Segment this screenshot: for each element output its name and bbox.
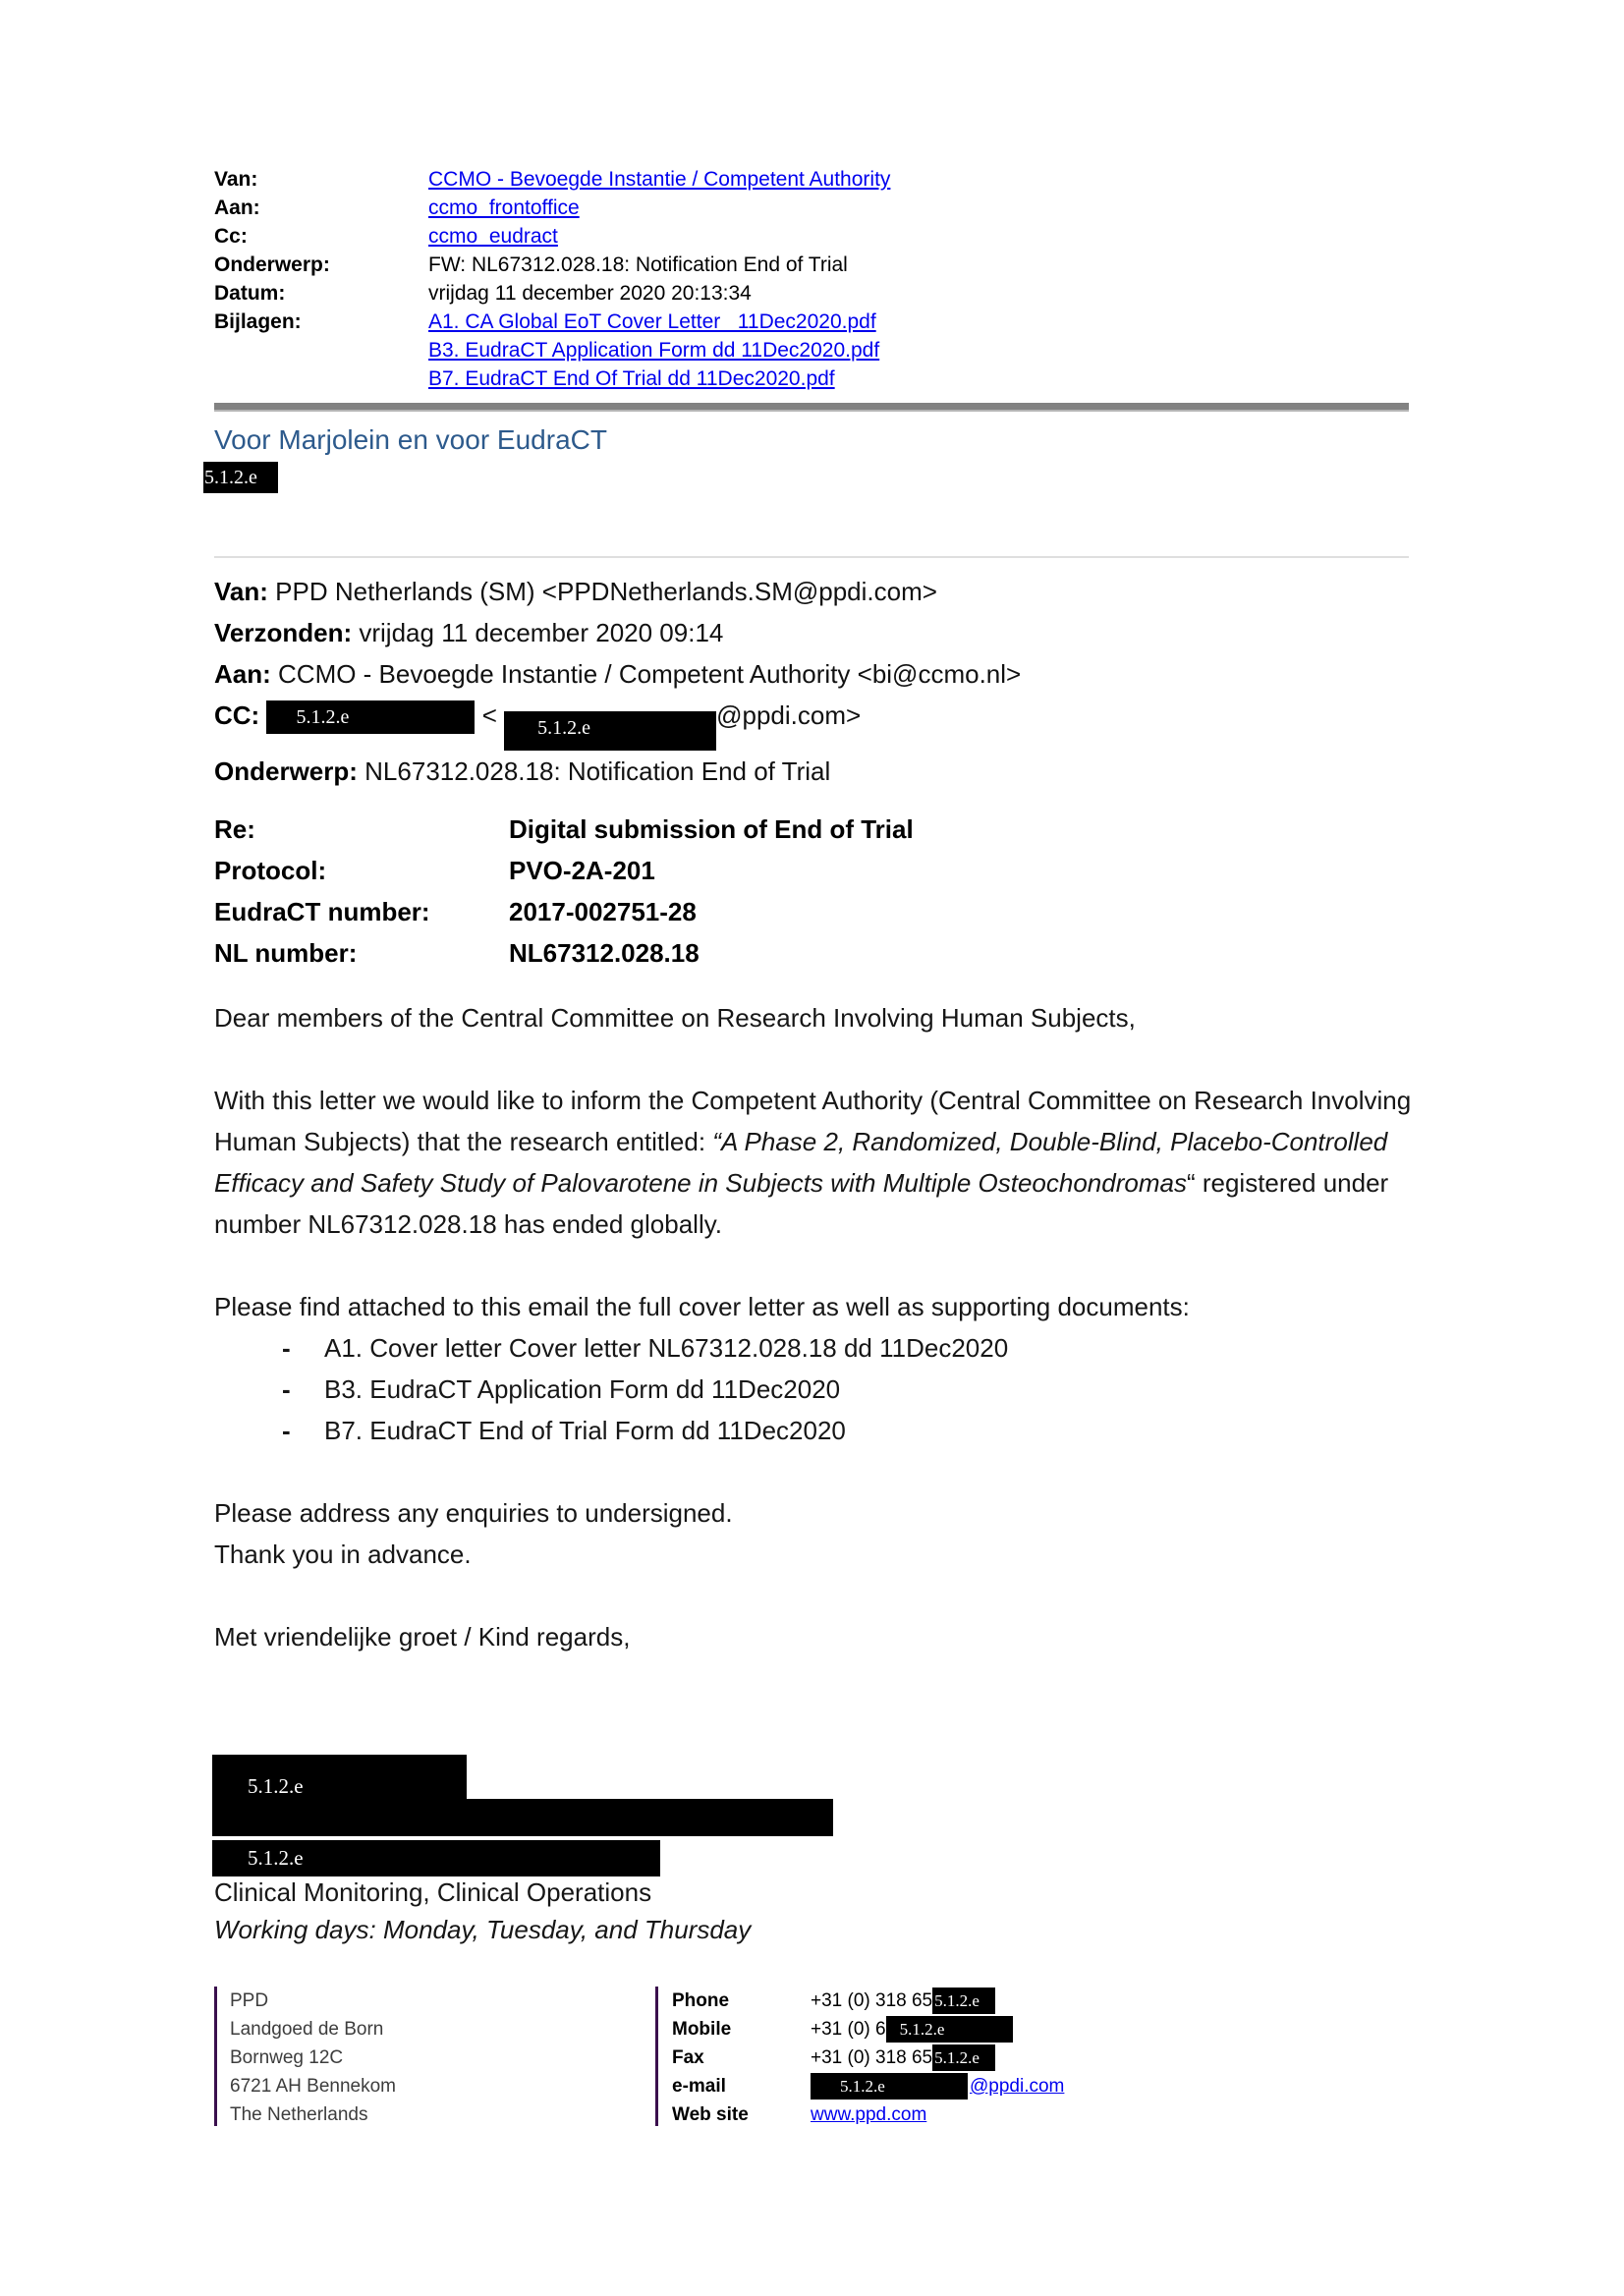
study-title-italic: “A Phase 2, Randomized, Double-Blind, Placebo-Controlled Efficacy and Safety Study of Palovarotene in Subjects with Multiple Osteochondromas bbox=[214, 1127, 1388, 1198]
company-address-block bbox=[214, 1987, 396, 2126]
van-label: Van: bbox=[214, 168, 258, 191]
phone-number: +31 (0) 318 65 bbox=[811, 1990, 933, 2011]
list-item-3 bbox=[214, 1410, 1419, 1451]
internal-note bbox=[204, 423, 607, 493]
fwd-cc-suffix: @ppdi.com> bbox=[716, 700, 862, 730]
header-divider-bar bbox=[214, 403, 1409, 412]
header-row-datum bbox=[214, 279, 1409, 308]
address-line: Landgoed de Born bbox=[230, 2019, 384, 2040]
contact-block bbox=[655, 1987, 1064, 2126]
cc-angle-bracket: < bbox=[481, 700, 497, 730]
header-row-aan bbox=[214, 194, 1409, 222]
dash-bullet: - bbox=[282, 1333, 291, 1363]
redaction-box-cc-name: 5.1.2.e bbox=[266, 700, 475, 734]
company-name: PPD bbox=[230, 1990, 269, 2011]
redaction-label: 5.1.2.e bbox=[248, 1846, 304, 1870]
ppd-website-link[interactable]: www.ppd.com bbox=[811, 2104, 927, 2125]
main-paragraph bbox=[214, 1080, 1419, 1245]
dash-bullet: - bbox=[282, 1416, 291, 1445]
subject-text: FW: NL67312.028.18: Notification End of Trial bbox=[428, 253, 848, 276]
protocol-label: Protocol: bbox=[214, 856, 327, 885]
onderwerp-label: Onderwerp: bbox=[214, 253, 330, 276]
website-label: Web site bbox=[672, 2104, 749, 2125]
fwd-van-label: Van: bbox=[214, 577, 268, 606]
redaction-box-email: 5.1.2.e bbox=[811, 2073, 968, 2100]
fwd-onderwerp-label: Onderwerp: bbox=[214, 756, 358, 786]
attachments-intro: Please find attached to this email the full cover letter as well as supporting documents: bbox=[214, 1292, 1190, 1321]
paragraph-end: “ registered under number NL67312.028.18 has ended globally. bbox=[214, 1168, 1389, 1239]
fwd-cc-label: CC: bbox=[214, 700, 260, 730]
list-item-3-text: B7. EudraCT End of Trial Form dd 11Dec2020 bbox=[324, 1416, 846, 1445]
fax-number: +31 (0) 318 65 bbox=[811, 2047, 933, 2068]
fax-label: Fax bbox=[672, 2047, 704, 2068]
fwd-van-value: PPD Netherlands (SM) <PPDNetherlands.SM@ppdi.com> bbox=[275, 577, 937, 606]
fwd-row-aan bbox=[214, 653, 1409, 695]
eudract-row bbox=[214, 891, 1409, 932]
fwd-verzonden-label: Verzonden: bbox=[214, 618, 353, 647]
website-row bbox=[672, 2100, 1064, 2129]
attachment-list bbox=[428, 308, 879, 393]
message-header bbox=[214, 165, 1409, 393]
datum-label: Datum: bbox=[214, 282, 286, 305]
cc-label: Cc: bbox=[214, 225, 248, 248]
aan-label: Aan: bbox=[214, 196, 260, 219]
re-value: Digital submission of End of Trial bbox=[509, 814, 914, 844]
fwd-onderwerp-value: NL67312.028.18: Notification End of Trial bbox=[364, 756, 831, 786]
fwd-row-cc bbox=[214, 695, 1409, 751]
address-line: Bornweg 12C bbox=[230, 2047, 344, 2068]
bijlagen-label: Bijlagen: bbox=[214, 310, 302, 333]
reference-block bbox=[214, 809, 1409, 974]
redaction-box-phone: 5.1.2.e bbox=[932, 1988, 995, 2014]
email-label: e-mail bbox=[672, 2076, 726, 2097]
protocol-value: PVO-2A-201 bbox=[509, 856, 655, 885]
list-item-1-text: A1. Cover letter Cover letter NL67312.028.18 dd 11Dec2020 bbox=[324, 1333, 1009, 1363]
letter-body bbox=[214, 997, 1419, 1657]
email-row bbox=[672, 2072, 1064, 2100]
fwd-aan-label: Aan: bbox=[214, 659, 271, 689]
address-line: The Netherlands bbox=[230, 2104, 368, 2125]
role-line: Clinical Monitoring, Clinical Operations bbox=[214, 1877, 652, 1907]
date-text: vrijdag 11 december 2020 20:13:34 bbox=[428, 282, 752, 305]
list-item-2-text: B3. EudraCT Application Form dd 11Dec2020 bbox=[324, 1374, 841, 1404]
salutation: Dear members of the Central Committee on Research Involving Human Subjects, bbox=[214, 1003, 1136, 1033]
address-line: 6721 AH Bennekom bbox=[230, 2076, 397, 2097]
protocol-row bbox=[214, 850, 1409, 891]
fax-row bbox=[672, 2044, 1064, 2072]
list-item-2 bbox=[214, 1369, 1419, 1410]
enquiries-line: Please address any enquiries to undersigned. bbox=[214, 1498, 733, 1528]
mobile-label: Mobile bbox=[672, 2019, 732, 2040]
redaction-box-mobile: 5.1.2.e bbox=[886, 2016, 1013, 2043]
phone-row bbox=[672, 1987, 1064, 2015]
fwd-row-van bbox=[214, 571, 1409, 612]
eudract-value: 2017-002751-28 bbox=[509, 897, 697, 926]
list-item-1 bbox=[214, 1327, 1419, 1369]
working-days-line: Working days: Monday, Tuesday, and Thursday bbox=[214, 1915, 752, 1944]
nl-number-label: NL number: bbox=[214, 938, 358, 968]
header-row-cc bbox=[214, 222, 1409, 251]
aan-recipient-link[interactable]: ccmo_frontoffice bbox=[428, 196, 580, 219]
nl-number-row bbox=[214, 932, 1409, 974]
mobile-number: +31 (0) 6 bbox=[811, 2019, 886, 2040]
attachment-link-3[interactable]: B7. EudraCT End Of Trial dd 11Dec2020.pdf bbox=[428, 367, 835, 390]
attachment-link-2[interactable]: B3. EudraCT Application Form dd 11Dec2020.pdf bbox=[428, 339, 880, 362]
fwd-verzonden-value: vrijdag 11 december 2020 09:14 bbox=[359, 618, 724, 647]
internal-note-text: Voor Marjolein en voor EudraCT bbox=[214, 424, 607, 455]
fwd-aan-value: CCMO - Bevoegde Instantie / Competent Authority <bi@ccmo.nl> bbox=[278, 659, 1022, 689]
fwd-row-verzonden bbox=[214, 612, 1409, 653]
redaction-box-cc-email: 5.1.2.e bbox=[504, 711, 716, 751]
phone-label: Phone bbox=[672, 1990, 730, 2011]
attachment-link-1[interactable]: A1. CA Global EoT Cover Letter_ 11Dec2020.pdf bbox=[428, 310, 876, 333]
forwarded-header bbox=[214, 571, 1409, 792]
redaction-box-fax: 5.1.2.e bbox=[932, 2044, 995, 2071]
eudract-label: EudraCT number: bbox=[214, 897, 430, 926]
redaction-box-signature-title bbox=[212, 1799, 833, 1836]
cc-recipient-link[interactable]: ccmo_eudract bbox=[428, 225, 558, 248]
van-sender-link[interactable]: CCMO - Bevoegde Instantie / Competent Authority bbox=[428, 168, 891, 191]
fwd-row-onderwerp bbox=[214, 751, 1409, 792]
signature-roles bbox=[214, 1874, 1409, 1948]
re-label: Re: bbox=[214, 814, 255, 844]
header-row-bijlagen bbox=[214, 308, 1409, 393]
redaction-box-note-author: 5.1.2.e bbox=[203, 462, 278, 493]
thanks-line: Thank you in advance. bbox=[214, 1540, 472, 1569]
dash-bullet: - bbox=[282, 1374, 291, 1404]
header-row-van bbox=[214, 165, 1409, 194]
header-row-onderwerp bbox=[214, 251, 1409, 279]
re-row bbox=[214, 809, 1409, 850]
closing-line: Met vriendelijke groet / Kind regards, bbox=[214, 1622, 631, 1652]
nl-number-value: NL67312.028.18 bbox=[509, 938, 700, 968]
ppdi-email-link[interactable]: @ppdi.com bbox=[970, 2076, 1065, 2097]
redaction-label: 5.1.2.e bbox=[248, 1774, 304, 1798]
paragraph-normal: With this letter we would like to inform the Competent Authority (Central Committee on Research Involving Human Subjects) that the research entitled: bbox=[214, 1086, 1412, 1156]
message-divider bbox=[214, 556, 1409, 558]
mobile-row bbox=[672, 2015, 1064, 2044]
